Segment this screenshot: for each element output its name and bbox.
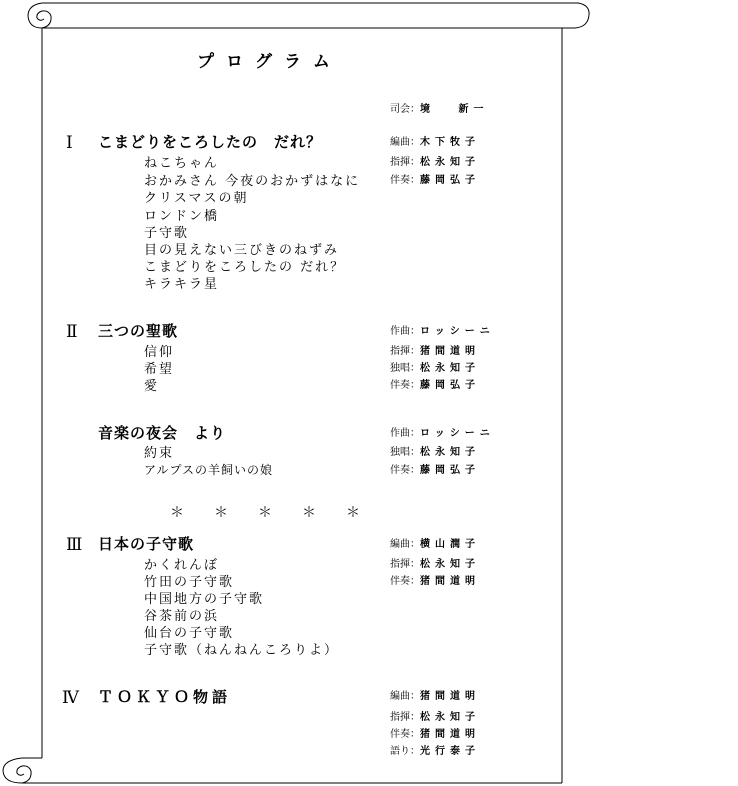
credit-role: 独唱： [390,447,420,458]
song-item: 信仰 [144,345,175,360]
section-numeral: Ⅳ [62,688,79,708]
credit-name: 横山潤子 [420,539,480,550]
credit-accompanist [390,176,480,186]
song-item: こまどりをころしたの だれ？ [144,260,346,275]
credit-role: 指揮： [390,559,420,570]
credit-name: 藤岡弘子 [420,465,480,476]
credit-accompanist [390,577,480,587]
section-title: 日本の子守歌 [98,535,195,553]
credit-role: 指揮： [390,712,420,723]
section-numeral: Ⅰ [66,133,73,153]
credit-name: 木下牧子 [420,137,480,148]
credit-role: 作曲： [390,326,420,337]
credit-role: 指揮： [390,346,420,357]
song-item: ねこちゃん [144,156,220,171]
song-item: 子守歌 [144,226,190,241]
credit-composer [390,429,495,439]
song-item: 仙台の子守歌 [144,626,235,641]
credit-narrator [390,747,480,757]
host-name: 境 新一 [420,104,489,115]
credit-arranger [390,540,480,550]
credit-name: ロッシーニ [420,326,495,337]
credit-name: 松永知子 [420,447,480,458]
credit-role: 編曲： [390,137,420,148]
credit-soloist [390,364,480,374]
credit-role: 指揮： [390,157,420,168]
section-title: 三つの聖歌 [98,322,179,340]
credit-name: 藤岡弘子 [420,175,480,186]
credit-arranger [390,138,480,148]
credit-role: 伴奏： [390,729,420,740]
song-item: おかみさん 今夜のおかずはなに [144,174,361,189]
credit-conductor [390,347,480,357]
credit-conductor [390,158,480,168]
song-item: ロンドン橋 [144,209,220,224]
credit-conductor [390,560,480,570]
credit-arranger [390,692,480,702]
song-item: 約束 [144,446,175,461]
credit-role: 伴奏： [390,175,420,186]
song-item: クリスマスの朝 [144,191,249,206]
intermission-stars: ＊＊＊＊＊ [170,505,390,521]
credit-accompanist [390,466,480,476]
credit-accompanist [390,730,480,740]
credit-role: 編曲： [390,539,420,550]
host-role: 司会： [390,104,420,115]
credit-name: 藤岡弘子 [420,380,480,391]
section-numeral: Ⅱ [66,322,78,342]
song-item: キラキラ星 [144,277,220,292]
credit-name: 松永知子 [420,363,480,374]
credit-role: 作曲： [390,428,420,439]
credit-soloist [390,448,480,458]
song-item: 希望 [144,362,175,377]
page-title: プログラム [197,52,342,72]
section-title: 音楽の夜会 より [98,424,227,442]
section-title: ＴＯＫＹＯ物語 [98,688,232,706]
section-numeral: Ⅲ [66,535,83,555]
song-item: かくれんぼ [144,558,220,573]
credit-name: 光行泰子 [420,746,480,757]
song-item: 子守歌（ねんねんころりよ） [144,643,340,658]
credit-role: 伴奏： [390,380,420,391]
credit-conductor [390,713,480,723]
song-item: 竹田の子守歌 [144,575,235,590]
credit-name: 松永知子 [420,712,480,723]
credit-composer [390,327,495,337]
credit-role: 編曲： [390,691,420,702]
credit-name: 松永知子 [420,559,480,570]
credit-name: 猪間道明 [420,729,480,740]
credit-accompanist [390,381,480,391]
credit-name: 猪間道明 [420,691,480,702]
song-item: 愛 [144,379,160,394]
credit-role: 独唱： [390,363,420,374]
song-item: アルプスの羊飼いの娘 [144,463,274,477]
credit-role: 語り： [390,746,420,757]
credit-name: 猪間道明 [420,346,480,357]
song-item: 中国地方の子守歌 [144,592,265,607]
section-title: こまどりをころしたの だれ？ [98,133,323,151]
host-credit [390,105,488,115]
credit-name: ロッシーニ [420,428,495,439]
credit-name: 松永知子 [420,157,480,168]
credit-name: 猪間道明 [420,576,480,587]
song-item: 目の見えない三びきのねずみ [144,243,340,258]
song-item: 谷茶前の浜 [144,609,220,624]
credit-role: 伴奏： [390,465,420,476]
credit-role: 伴奏： [390,576,420,587]
